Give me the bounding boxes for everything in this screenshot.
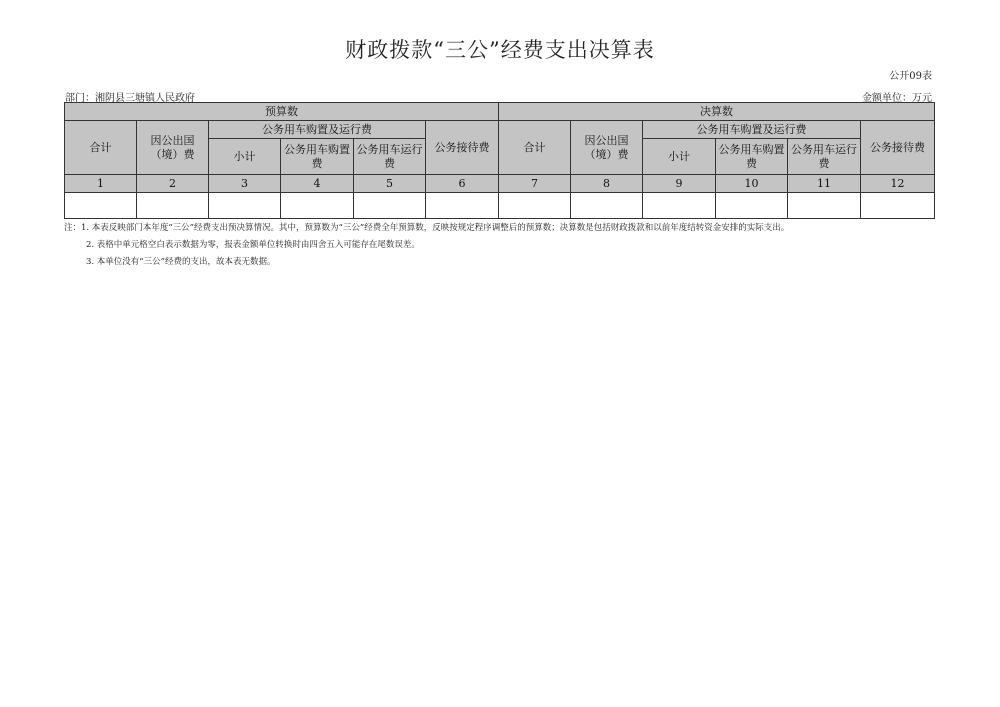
amount-unit-label: 金额单位：万元	[862, 93, 932, 104]
data-cell	[65, 193, 137, 219]
note-2: 2. 表格中单元格空白表示数据为零，报表金额单位转换时由四舍五入可能存在尾数误差。	[86, 239, 420, 250]
group-header-row	[65, 103, 935, 121]
page-title: 财政拨款“三公”经费支出决算表	[345, 38, 655, 62]
note-3: 3. 本单位没有“三公”经费的支出，故本表无数据。	[86, 257, 276, 267]
final-reception-header: 公务接待费	[861, 121, 935, 175]
budget-total-header: 合计	[65, 121, 137, 175]
budget-vehicle-operation-header: 公务用车运行费	[354, 139, 426, 175]
col-number: 2	[137, 175, 209, 193]
data-cell	[426, 193, 499, 219]
final-vehicle-purchase-header: 公务用车购置费	[716, 139, 788, 175]
expenditure-table	[64, 102, 935, 219]
data-cell	[716, 193, 788, 219]
col-number: 8	[571, 175, 643, 193]
col-number: 5	[354, 175, 426, 193]
data-cell	[354, 193, 426, 219]
form-number: 公开09表	[889, 71, 932, 82]
data-cell	[788, 193, 861, 219]
column-number-row	[65, 175, 935, 193]
col-number: 6	[426, 175, 499, 193]
col-number: 10	[716, 175, 788, 193]
col-number: 7	[499, 175, 571, 193]
col-number: 11	[788, 175, 861, 193]
final-abroad-header: 因公出国（境）费	[571, 121, 643, 175]
col-number: 4	[281, 175, 354, 193]
data-cell	[571, 193, 643, 219]
final-vehicle-operation-header: 公务用车运行费	[788, 139, 861, 175]
data-cell	[861, 193, 935, 219]
data-cell	[499, 193, 571, 219]
budget-reception-header: 公务接待费	[426, 121, 499, 175]
data-cell	[281, 193, 354, 219]
department-label: 部门：湘阴县三塘镇人民政府	[65, 93, 195, 104]
sub-header-row	[65, 121, 935, 139]
budget-group-header: 预算数	[65, 103, 499, 121]
final-subtotal-header: 小计	[643, 139, 716, 175]
budget-vehicle-purchase-header: 公务用车购置费	[281, 139, 354, 175]
final-total-header: 合计	[499, 121, 571, 175]
budget-abroad-header: 因公出国（境）费	[137, 121, 209, 175]
data-cell	[209, 193, 281, 219]
note-1: 注：1. 本表反映部门本年度“三公”经费支出预决算情况。其中，预算数为“三公”经费全年预算数，反映按规定程序调整后的预算数；决算数是包括财政拨款和以前年度结转资金安排的实际支出。	[64, 223, 790, 233]
final-vehicle-group-header: 公务用车购置及运行费	[643, 121, 861, 139]
col-number: 3	[209, 175, 281, 193]
budget-vehicle-group-header: 公务用车购置及运行费	[209, 121, 426, 139]
col-number: 1	[65, 175, 137, 193]
data-cell	[137, 193, 209, 219]
col-number: 9	[643, 175, 716, 193]
data-cell	[643, 193, 716, 219]
budget-subtotal-header: 小计	[209, 139, 281, 175]
final-group-header: 决算数	[499, 103, 935, 121]
data-row	[65, 193, 935, 219]
col-number: 12	[861, 175, 935, 193]
table-notes	[64, 222, 936, 269]
